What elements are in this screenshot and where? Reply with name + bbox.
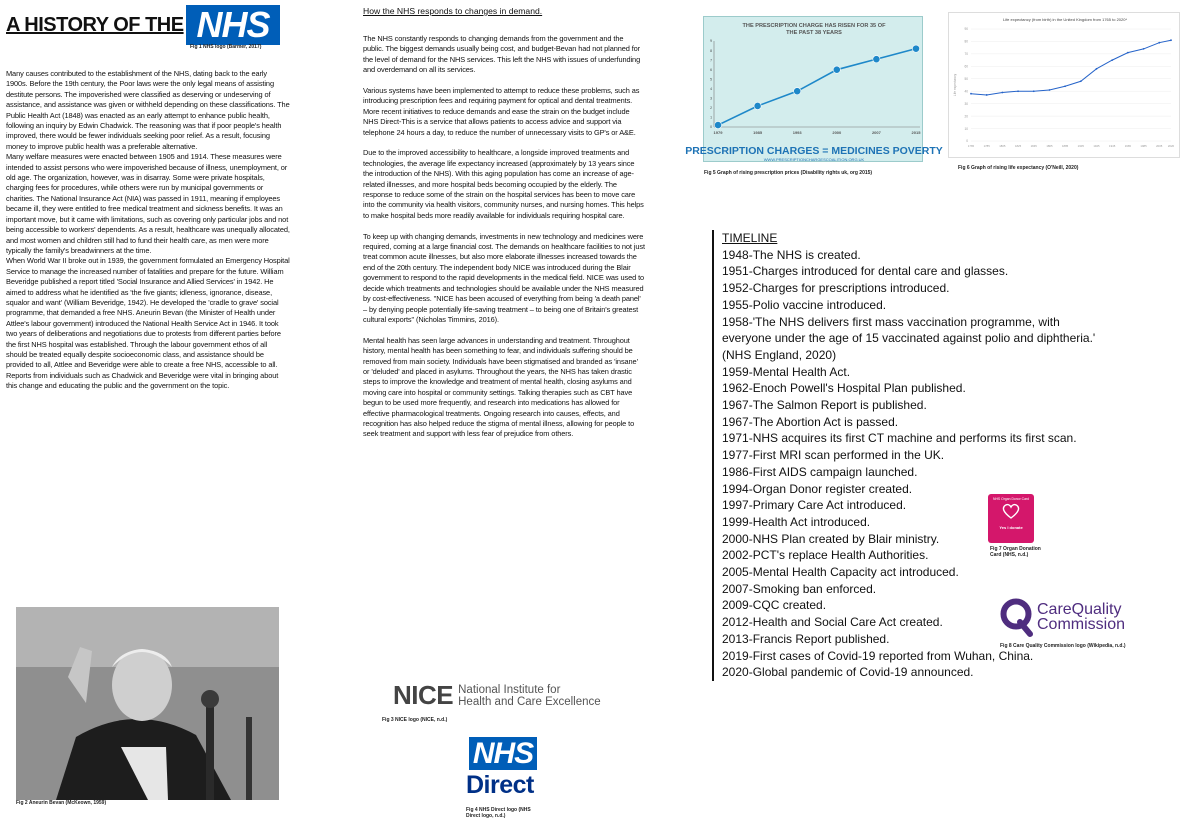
y-axis-label: Life expectancy: [953, 73, 957, 97]
x-tick-label: 1885: [1062, 144, 1069, 148]
x-tick-label: 2020: [1167, 144, 1175, 148]
timeline-item: 1997-Primary Care Act introduced.: [722, 498, 907, 513]
x-tick-label: 1945: [1109, 144, 1116, 148]
figure-caption: Fig 2 Aneurin Bevan (McKeown, 1959): [16, 800, 107, 806]
nhs-direct-word: Direct: [466, 771, 534, 799]
y-tick-label: 8: [710, 48, 712, 53]
timeline-item: 1955-Polio vaccine introduced.: [722, 297, 887, 312]
data-point: [833, 66, 840, 73]
x-tick-label: 1905: [1077, 144, 1084, 148]
figure-caption: Fig 6 Graph of rising life expectancy (O'Neill, 2020): [958, 165, 1079, 171]
timeline-item: 2000-NHS Plan created by Blair ministry.: [722, 531, 940, 546]
y-tick-label: 20: [964, 114, 968, 119]
timeline-item: 1951-Charges introduced for dental care and glasses.: [722, 264, 1009, 279]
data-point: [1080, 80, 1082, 82]
figure-caption: Fig 3 NICE logo (NICE, n.d.): [382, 717, 448, 723]
x-tick-label: 1785: [983, 144, 990, 148]
timeline-item: 2013-Francis Report published.: [722, 631, 890, 646]
y-tick-label: 4: [710, 86, 712, 91]
data-point: [1170, 39, 1172, 41]
data-point: [1143, 48, 1145, 50]
data-point: [873, 56, 880, 63]
timeline-item: 2002-PCT's replace Health Authorities.: [722, 548, 929, 563]
data-point: [754, 102, 761, 109]
x-tick-label: 1993: [792, 130, 802, 135]
y-tick-label: 2: [710, 106, 712, 111]
data-point: [1111, 59, 1113, 61]
life-expectancy-chart-svg: [949, 13, 1181, 159]
x-tick-label: 1925: [1093, 144, 1100, 148]
prescription-chart-svg: [685, 17, 943, 163]
x-tick-label: 1805: [999, 144, 1006, 148]
data-point: [1017, 90, 1019, 92]
data-point: [794, 88, 801, 95]
timeline-item: 2009-CQC created.: [722, 598, 827, 613]
nice-logo-word: NICE: [393, 680, 454, 710]
section-heading: How the NHS responds to changes in demand.: [363, 6, 543, 16]
x-tick-label: 2015: [911, 130, 921, 135]
x-tick-label: 1865: [1046, 144, 1053, 148]
organ-card-text: Yes I donate: [999, 525, 1023, 530]
series-line: [971, 40, 1171, 95]
timeline-item: 2019-First cases of Covid-19 reported from Wuhan, China.: [722, 648, 1034, 663]
figure-caption: Fig 4 NHS Direct logo (NHS Direct logo, n.d.): [466, 807, 531, 819]
timeline-item: 1948-The NHS is created.: [722, 247, 861, 262]
nice-logo-subtitle: [458, 684, 601, 708]
figure-caption: Fig 5 Graph of rising prescription prices (Disability rights uk, org 2015): [704, 170, 873, 176]
timeline-heading: TIMELINE: [722, 231, 778, 245]
timeline-item: 2012-Health and Social Care Act created.: [722, 615, 943, 630]
x-tick-label: 1985: [753, 130, 763, 135]
data-point: [1096, 68, 1098, 70]
cqc-line2: Commission: [1037, 616, 1126, 633]
data-point: [1158, 42, 1160, 44]
paragraph: Mental health has seen large advances in understanding and treatment. Throughout history, mental health has been something to fear, and individuals suffering should be removed from main society. Individuals have been stigmatised and branded as 'insane' or 'deluded' and placed in asylums. Throughout the years, the NHS has taken drastic steps to improve the knowledge and treatment of mental health, closing asylums and moving care into hospital or community settings. Talking therapies such as CBT have begun to be used more frequently, and research into medications has allowed for effective pharmacological treatments. Ongoing research into causes, effects, and recognition has also helped reduce the stigma of mental illness, allowing for people to seek treatment and support with less fear of prejudice from others.: [363, 335, 638, 439]
page-title: A HISTORY OF THE: [6, 14, 184, 36]
y-tick-label: 7: [710, 58, 712, 63]
cqc-logo: [1000, 598, 1125, 636]
x-tick-label: 2005: [1156, 144, 1163, 148]
chart-title: THE PRESCRIPTION CHARGE HAS RISEN FOR 35 OF: [742, 23, 886, 29]
x-tick-label: 1825: [1014, 144, 1022, 148]
y-tick-label: 1: [710, 115, 712, 120]
y-tick-label: 40: [964, 89, 968, 94]
x-tick-label: 1845: [1030, 144, 1037, 148]
timeline-item: 2005-Mental Health Capacity act introduced.: [722, 565, 959, 580]
data-point: [1064, 85, 1066, 87]
chart-footer: PRESCRIPTION CHARGES = MEDICINES POVERTY: [685, 145, 943, 157]
timeline-item: 1962-Enoch Powell's Hospital Plan published.: [722, 381, 966, 396]
y-tick-label: 30: [964, 101, 968, 106]
y-tick-label: 60: [964, 64, 968, 69]
timeline-item: 1971-NHS acquires its first CT machine and performs its first scan.: [722, 431, 1077, 446]
heart-icon: [1001, 502, 1021, 520]
timeline-item: 1967-The Salmon Report is published.: [722, 398, 927, 413]
y-tick-label: 0: [966, 139, 968, 144]
cqc-logo-text: [1037, 602, 1125, 632]
nhs-direct-logo: [464, 737, 552, 803]
timeline-item: 1958-'The NHS delivers first mass vaccination programme, with everyone under the age of 15 vaccinated against polio and diphtheria.' (NHS England, 2020): [722, 314, 1096, 362]
paragraph: Due to the improved accessibility to healthcare, a longside improved treatments and technologies, the average life expectancy increased (approximately by 13 years since the introduction of the NHS). With this aging population has come an increase of age-related illnesses, and more hospital beds becoming occupied by the elderly. The response to reduce some of the strain on the hospital services has been to move care into the community via health visitors, community nurses, and nursing homes. This helps to make hospital beds more readily available for individuals requiring hospital care.: [363, 148, 644, 220]
photo-figure-silhouette: [16, 607, 279, 800]
y-tick-label: 6: [710, 67, 712, 72]
data-point: [1033, 90, 1035, 92]
nice-logo: [393, 680, 601, 711]
figure-caption: Fig 1 NHS logo (Barmer, 2017): [190, 44, 262, 50]
y-tick-label: 0: [710, 125, 712, 130]
x-tick-label: 1985: [1140, 144, 1147, 148]
x-tick-label: 1965: [1124, 144, 1131, 148]
timeline-item: 1999-Health Act introduced.: [722, 514, 871, 529]
timeline-item: 1952-Charges for prescriptions introduced.: [722, 281, 950, 296]
paragraph: Many welfare measures were enacted between 1905 and 1914. These measures were intended to assist persons who were impoverished because of illness, unemployment, or old age. The organization, however, was in disarray. Some were private hospitals, charging fees for procedures, while others were run by municipal governments or charities. The National Insurance Act (NIA) was passed in 1911, meaning if employees became ill, they were entitled to free medical treatment and sickness benefits. It was an important move, but it came with limitations, such as covering only particular jobs and not being accessible to workers' dependents. As a result, healthcare was unequally allocated, and most women and children still had to fund their health care, as men were more typically the family's breadwinners at the time.: [6, 152, 290, 255]
paragraph: Various systems have been implemented to attempt to reduce these problems, such as introducing prescription fees and requiring payment for optical and dental treatments. More recent initiatives to reduce demands and ease the strain on the budget include NHS Direct-This is a service that allows patients to access advice and support via telephone 24 hours a day, to reduce the number of unnecessary visits to GP's or A&E.: [363, 86, 640, 137]
paragraph: When World War II broke out in 1939, the government formulated an Emergency Hospital Service to manage the increased number of fatalities and prepare for the future. William Beveridge published a report titled 'Social Insurance and Allied Services' in 1942. He aimed to address what he identified as 'the five giants; idleness, ignorance, disease, squalor and want' (William Beveridge, 1942). He developed the 'cradle to grave' social programme, that demanded a free NHS. Aneurin Bevan (the Minister of Health under Attlee's labour government) introduced the National Health Service Act in 1946. It took two years of deliberations and negotiations due to protests from different parties before the first NHS hospital was established. Through the labour government ethos of all should be treated equally despite socioeconomic class, and assistance should be provided to all, Attlee and Beveridge were able to create a free NHS, accessible to all. Reports from individuals such as Chadwick and Beveridge were vital in bringing about this change and educating the public and the government on the topic.: [6, 256, 290, 391]
prescription-charge-chart: [685, 16, 943, 162]
data-point: [912, 45, 919, 52]
paragraph: The NHS constantly responds to changing demands from the government and the public. The biggest demands usually being cost, and budget-Bevan had not planned for the level of demand for the NHS services. This left the NHS with issues of underfunding and overdemand on all its services.: [363, 34, 641, 75]
timeline-item: 1977-First MRI scan performed in the UK.: [722, 448, 945, 463]
timeline-item: 1986-First AIDS campaign launched.: [722, 464, 918, 479]
paragraph: Many causes contributed to the establishment of the NHS, dating back to the early 1900s. Before the 19th century, the Poor laws were the only legal means of assisting destitute persons. The impoverished were classified as deserving or undeserving of assistance, and assistance was given or withheld depending on these classifications. The Public Health Act (1848) was enacted as an early attempt to enhance public health, following an inquiry by Edwin Chadwick. The reasoning was that if poor people's health improved, there would be fewer individuals seeking poor relief. As a result, focusing money to improve public health was a preferable alternative.: [6, 69, 290, 151]
timeline-item: 1994-Organ Donor register created.: [722, 481, 913, 496]
y-tick-label: 3: [710, 96, 712, 101]
life-expectancy-chart: [948, 12, 1180, 158]
chart-title-line2: THE PAST 38 YEARS: [786, 30, 842, 36]
organ-donor-card: [988, 494, 1034, 543]
y-tick-label: 10: [964, 126, 968, 131]
x-tick-label: 2007: [871, 130, 881, 135]
series-line: [718, 49, 916, 125]
nhs-direct-nhs-mark: NHS: [469, 737, 537, 770]
caption-line: Card (NHS, n.d.): [990, 552, 1029, 558]
paragraph: To keep up with changing demands, investments in new technology and medicines were required, coming at a large financial cost. The demands on healthcare facilities to not just treat common acute illnesses, but also more elaborate illnesses increased towards the end of the 20th century. The independent body NICE was introduced during the Blair government to respond to the rapid developments in the medical field. NICE was used to decide which treatments and technologies should be available under the NHS measured by cost-effectiveness. "NICE has been accused of everything from being 'a death panel' – by denying people potentially life-saving treatment – to being one of Britain's greatest cultural exports" (Nicholas Timmins, 2016).: [363, 231, 645, 324]
history-text-column: [6, 69, 290, 392]
y-tick-label: 70: [964, 52, 968, 57]
figure-caption: Fig 8 Care Quality Commission logo (Wikipedia, n.d.): [1000, 643, 1126, 649]
nice-logo-line2: Health and Care Excellence: [458, 695, 601, 708]
y-tick-label: 80: [964, 39, 968, 44]
x-tick-label: 1979: [713, 130, 723, 135]
y-tick-label: 5: [710, 77, 712, 82]
nice-logo-line1: National Institute for: [458, 683, 561, 696]
chart-footer-url: WWW.PRESCRIPTIONCHARGESCOALITION.ORG.UK: [763, 157, 865, 162]
cqc-line1: CareQuality: [1037, 601, 1122, 618]
figure-caption: [990, 546, 1041, 558]
x-tick-label: 2000: [832, 130, 842, 135]
y-tick-label: 9: [710, 39, 712, 44]
x-tick-label: 1765: [967, 144, 975, 148]
chart-title: Life expectancy (from birth) in the United Kingdom from 1765 to 2020*: [1002, 17, 1128, 22]
demand-text-column: [363, 34, 645, 450]
organ-card-title: NHS Organ Donor Card: [993, 497, 1029, 501]
data-point: [1001, 92, 1003, 94]
nhs-logo: NHS: [186, 5, 280, 45]
timeline-item: 2020-Global pandemic of Covid-19 announced.: [722, 665, 974, 680]
timeline-item: 1959-Mental Health Act.: [722, 364, 851, 379]
aneurin-bevan-photo: [16, 607, 279, 800]
y-tick-label: 50: [964, 76, 968, 81]
data-point: [1049, 89, 1051, 91]
data-point: [714, 121, 721, 128]
timeline-item: 1967-The Abortion Act is passed.: [722, 414, 899, 429]
data-point: [986, 94, 988, 96]
timeline-item: 2007-Smoking ban enforced.: [722, 581, 877, 596]
cqc-q-icon: [1000, 598, 1034, 636]
y-tick-label: 90: [964, 27, 968, 32]
data-point: [1127, 52, 1129, 54]
caption-line: Fig 7 Organ Donation: [990, 546, 1041, 552]
data-point: [970, 93, 972, 95]
